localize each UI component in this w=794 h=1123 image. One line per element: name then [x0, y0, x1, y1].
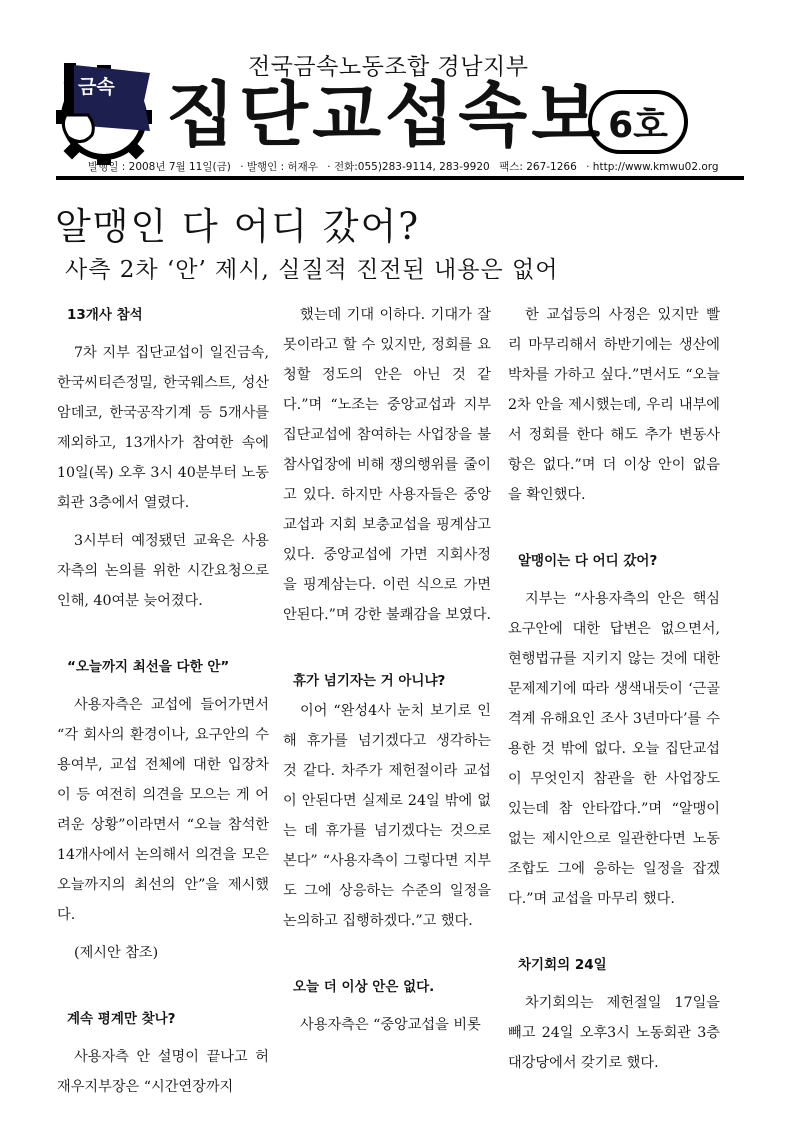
paragraph: 사용자측은 교섭에 들어가면서 “각 회사의 환경이나, 요구안의 수용여부, 교섭 전체에 대한 입장차이 등 여전히 의견을 모으는 게 어려운 상황”이라면서 “오늘 참석한 14개사에서 논의해서 의견을 모은 오늘까지의 최선의 안”을 제시했다. — [57, 697, 269, 923]
paragraph: 한 교섭등의 사정은 있지만 빨리 마무리해서 하반기에는 생산에 박차를 가하고 싶다.”면서도 “오늘 2차 안을 제시했는데, 우리 내부에서 정회를 한다 해도 추가 변동사항은 없다.”며 더 이상 안이 없음을 확인했다. — [508, 307, 720, 503]
section-heading: 13개사 참석 — [67, 307, 143, 323]
section-heading: “오늘까지 최선을 다한 안” — [67, 659, 230, 675]
publication-date: 발행일 : 2008년 7월 11일(금) — [88, 161, 231, 173]
paragraph: (제시안 참조) — [74, 945, 159, 961]
paragraph: 이어 “완성4사 눈치 보기로 인해 휴가를 넘기겠다고 생각하는 것 같다. 차주가 제헌절이라 교섭이 안된다면 실제로 24일 밖에 없는 데 휴가를 넘기겠다는 것으로 본다” “사용자측이 그렇다면 지부도 그에 상응하는 수준의 일정을 논의하고 집행하겠다.”고 했다. — [283, 703, 491, 929]
article-column-3 — [508, 300, 720, 1078]
section-heading: 오늘 더 이상 안은 없다. — [293, 979, 435, 995]
issue-number-badge: 6호 — [588, 90, 688, 154]
masthead — [0, 0, 794, 185]
union-name: 전국금속노동조합 경남지부 — [248, 54, 529, 80]
section-heading: 계속 평계만 찾나? — [67, 1011, 176, 1027]
publication-info — [88, 159, 725, 174]
paragraph: 지부는 “사용자측의 안은 핵심요구안에 대한 답변은 없으면서, 현행법규를 지키지 않는 것에 대한 문제제기에 따라 생색내듯이 ‘근골격계 유해요인 조사 3년마다’를 수용한 것 밖에 없다. 오늘 집단교섭이 무엇인지 참관을 한 사업장도 있는데 참 안타깝다.”며 “알맹이 없는 제시안으로 일관한다면 노동조합도 그에 응하는 일정을 잡겠다.”며 교섭을 마무리 했다. — [508, 591, 720, 907]
article-column-2 — [283, 300, 491, 1040]
subheadline: 사측 2차 ‘안’ 제시, 실질적 진전된 내용은 없어 — [65, 257, 559, 283]
paragraph: 사용자측은 “중앙교섭을 비롯 — [300, 1017, 481, 1033]
website-link[interactable]: · http://www.kmwu02.org — [586, 161, 719, 173]
section-heading: 알맹이는 다 어디 갔어? — [518, 553, 658, 569]
masthead-rule — [56, 176, 744, 180]
phone: · 전화:055)283-9114, 283-9920 — [327, 161, 490, 173]
publisher: · 발행인 : 허재우 — [240, 161, 318, 173]
logo-text: 금속 — [78, 76, 115, 98]
paragraph: 7차 지부 집단교섭이 일진금속, 한국씨티즌정밀, 한국웨스트, 성산암데코, 한국공작기계 등 5개사를 제외하고, 13개사가 참여한 속에 10일(목) 오후 3시 40분부터 노동회관 3층에서 열렸다. — [57, 345, 269, 511]
paragraph: 차기회의는 제헌절일 17일을 빼고 24일 오후3시 노동회관 3층 대강당에서 갖기로 했다. — [508, 995, 720, 1071]
paragraph: 했는데 기대 이하다. 기대가 잘못이라고 할 수 있지만, 정회를 요청할 정도의 안은 아닌 것 같다.”며 “노조는 중앙교섭과 지부집단교섭에 참여하는 사업장을 불참사업장에 비해 쟁의행위를 줄이고 있다. 하지만 사용자들은 중앙교섭과 지회 보충교섭을 핑계삼고 있다. 중앙교섭에 가면 지회사정을 핑계삼는다. 이런 식으로 가면 안된다.”며 강한 불쾌감을 보였다. — [283, 307, 491, 623]
paragraph: 3시부터 예정됐던 교육은 사용자측의 논의를 위한 시간요청으로 인해, 40여분 늦어졌다. — [57, 533, 269, 609]
paper-title: 집단교섭속보 — [166, 74, 605, 156]
paragraph: 사용자측 안 설명이 끝나고 허재우지부장은 “시간연장까지 — [57, 1049, 269, 1095]
section-heading: 휴가 넘기자는 거 아니냐? — [293, 673, 446, 689]
section-heading: 차기회의 24일 — [518, 957, 607, 973]
article-column-1 — [57, 300, 269, 1102]
fax: 팩스: 267-1266 — [499, 161, 577, 173]
headline: 알맹인 다 어디 갔어? — [55, 205, 421, 248]
